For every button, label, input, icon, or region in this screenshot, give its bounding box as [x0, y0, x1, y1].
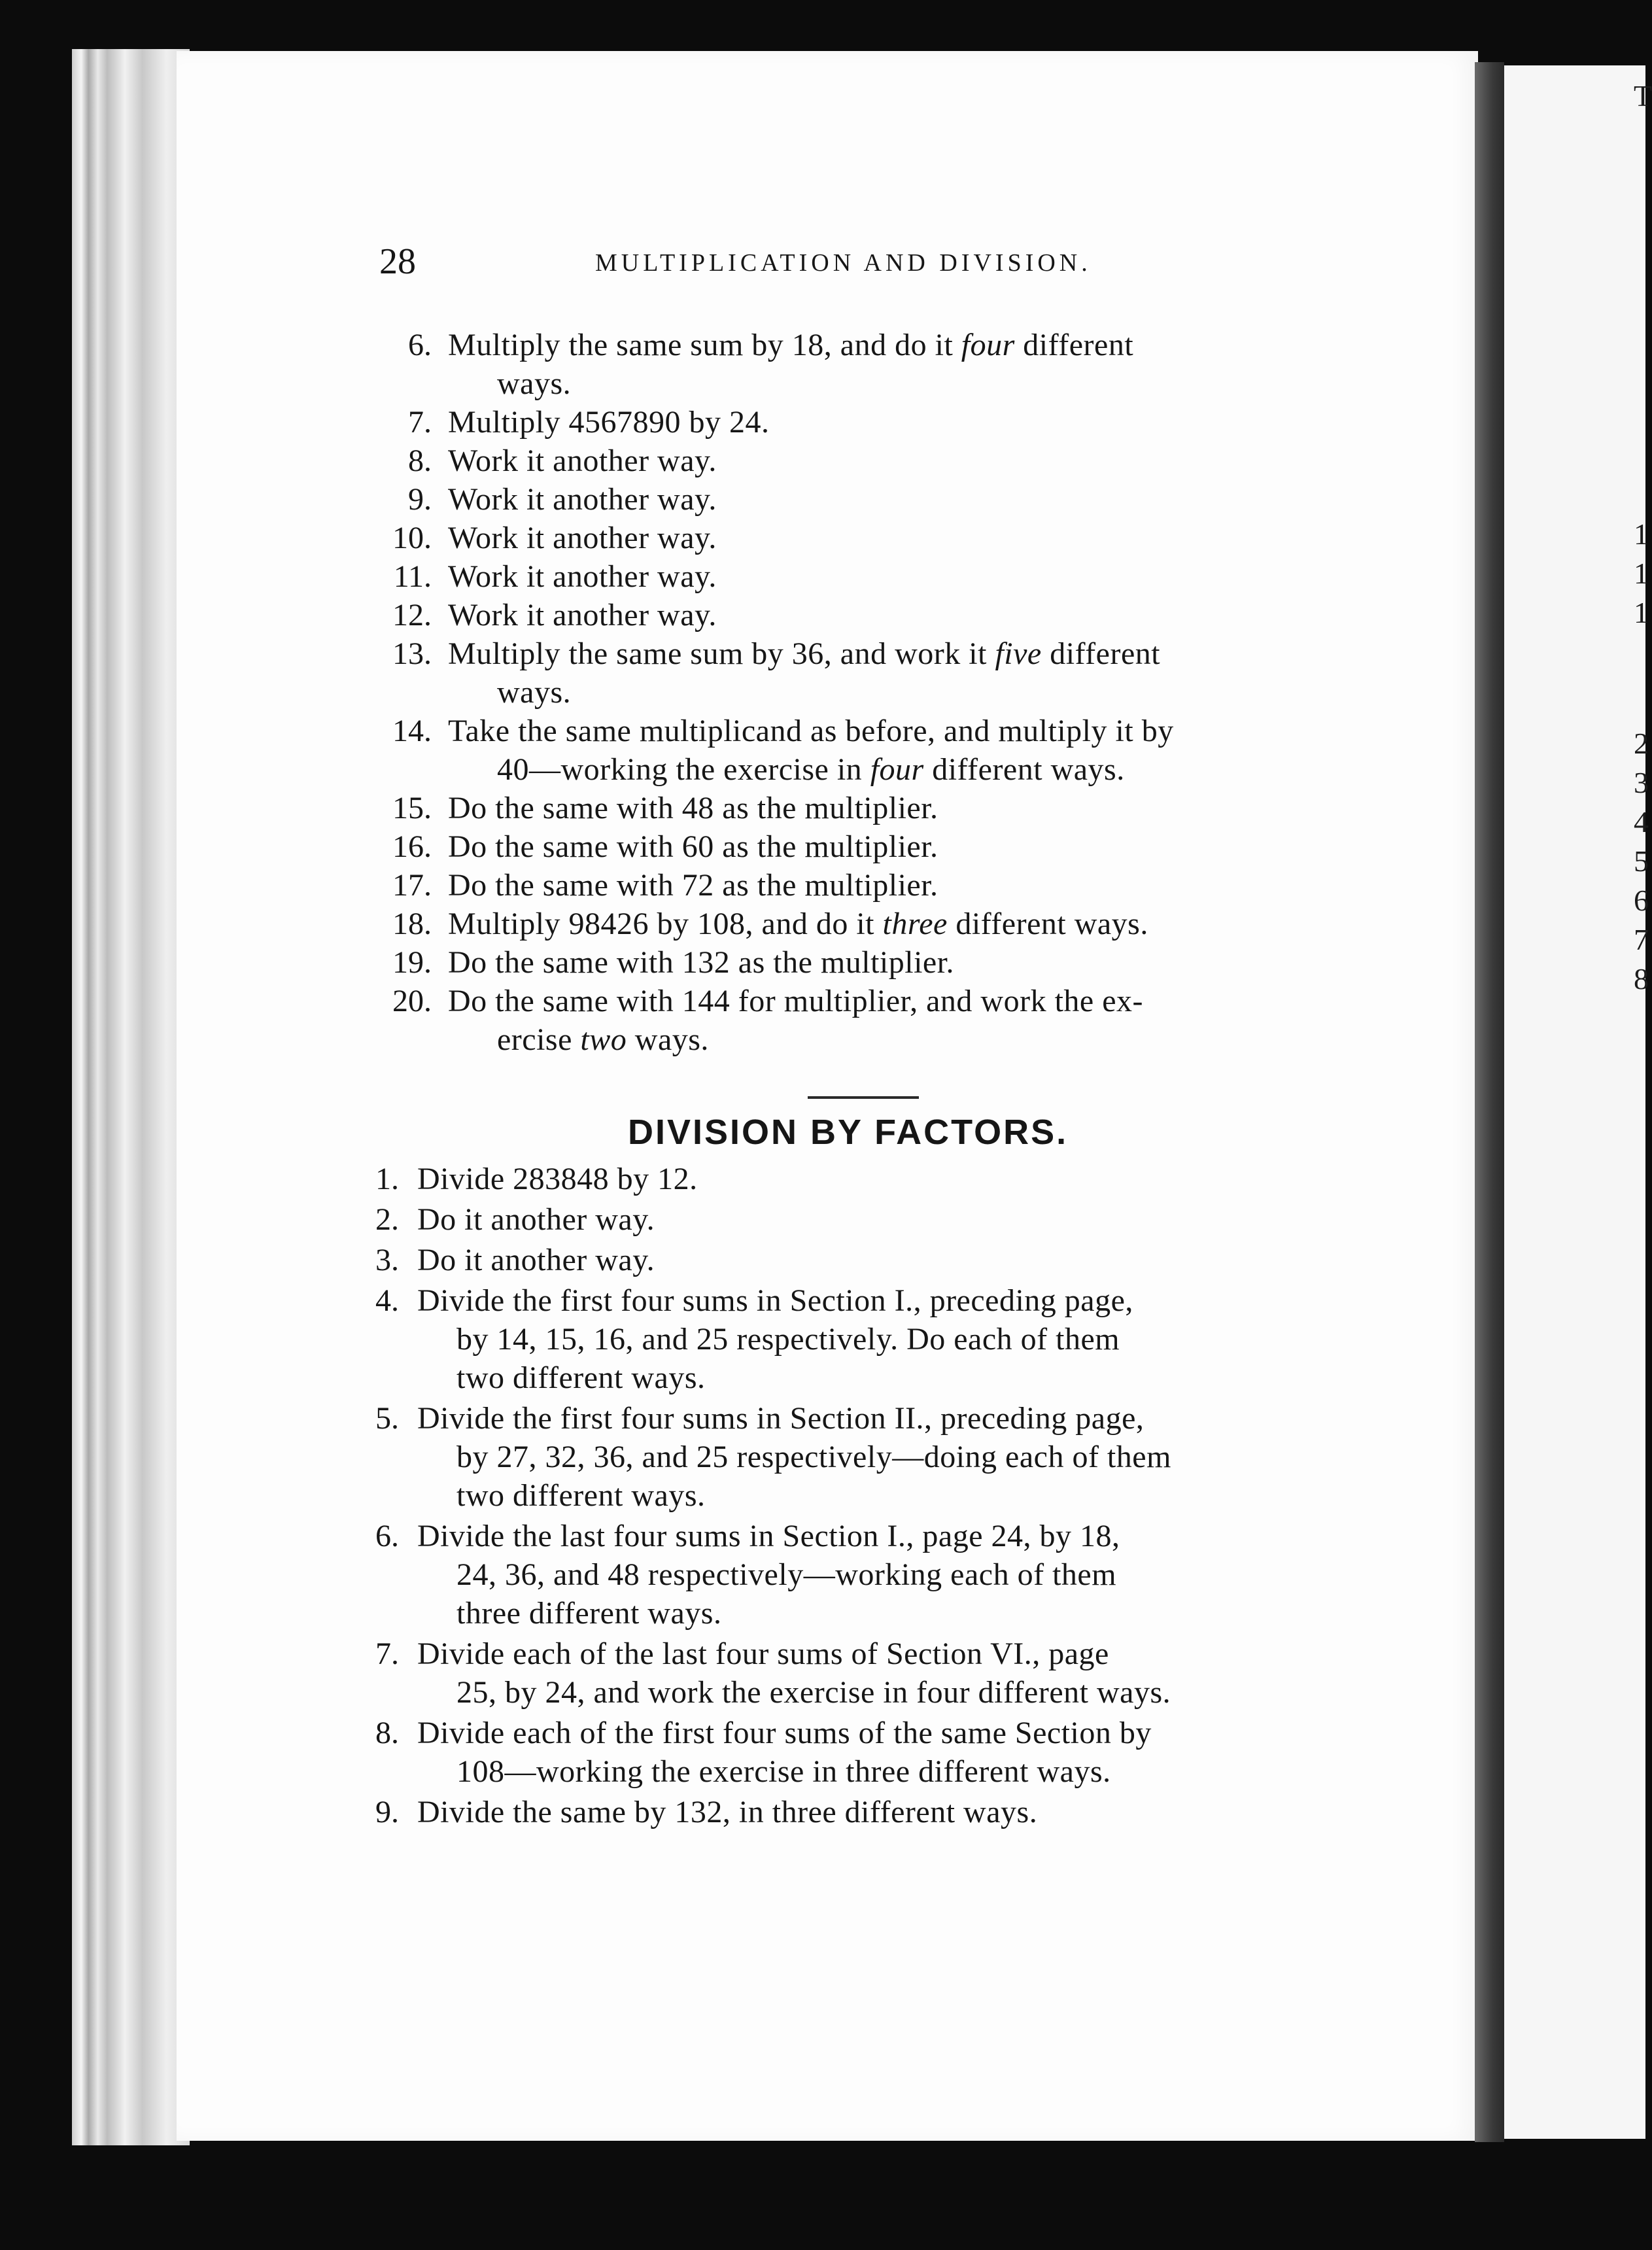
exercise-text-line: Work it another way.: [448, 559, 717, 594]
exercise-number: 2.: [375, 1202, 399, 1237]
exercise-number: 12.: [392, 598, 432, 632]
exercise-text-line: Divide the first four sums in Section I., preceding page,: [417, 1283, 1133, 1318]
facing-page-fragment: 7: [1634, 923, 1649, 956]
exercise-text-line: Do the same with 144 for multiplier, and work the ex-: [448, 984, 1143, 1018]
page-number: 28: [379, 241, 416, 282]
exercise-text-line: two different ways.: [456, 1478, 706, 1513]
exercise-text-line: 24, 36, and 48 respectively—working each of them: [456, 1557, 1117, 1592]
exercise-text-line: by 14, 15, 16, and 25 respectively. Do each of them: [456, 1322, 1120, 1357]
exercise-number: 6.: [408, 328, 432, 362]
exercise-number: 13.: [392, 636, 432, 671]
exercise-text-line: Do it another way.: [417, 1243, 655, 1277]
exercise-text-line: Work it another way.: [448, 598, 717, 632]
exercise-text-line: two different ways.: [456, 1360, 706, 1395]
exercise-number: 7.: [408, 405, 432, 440]
exercise-text-line: Do the same with 48 as the multiplier.: [448, 791, 938, 825]
page-gutter-shadow: [1475, 62, 1504, 2142]
exercise-text-line: Work it another way.: [448, 443, 717, 478]
exercise-number: 6.: [375, 1519, 399, 1553]
exercise-text-line: 108—working the exercise in three different ways.: [456, 1754, 1111, 1789]
exercise-text-line: Multiply 98426 by 108, and do it three different ways.: [448, 907, 1148, 941]
exercise-text-line: Do it another way.: [417, 1202, 655, 1237]
exercise-number: 3.: [375, 1243, 399, 1277]
exercise-text-line: three different ways.: [456, 1596, 722, 1631]
exercise-text-line: Divide 283848 by 12.: [417, 1162, 698, 1196]
exercise-text-line: Do the same with 132 as the multiplier.: [448, 945, 955, 980]
facing-page-fragment: 6: [1634, 884, 1649, 917]
facing-page-fragment: 5: [1634, 844, 1649, 878]
exercise-number: 5.: [375, 1401, 399, 1436]
facing-page-fragment: T: [1634, 79, 1652, 113]
facing-page-fragment: 1: [1634, 557, 1649, 590]
exercise-number: 9.: [408, 482, 432, 517]
exercise-text-line: ways.: [497, 675, 572, 710]
exercise-text-line: Divide each of the last four sums of Section VI., page: [417, 1636, 1109, 1671]
facing-page-fragment: 4: [1634, 805, 1649, 839]
facing-page: [1504, 65, 1652, 2139]
exercise-text-line: Work it another way.: [448, 482, 717, 517]
exercise-number: 20.: [392, 984, 432, 1018]
exercise-number: 8.: [375, 1716, 399, 1750]
exercise-text-line: Take the same multiplicand as before, and multiply it by: [448, 714, 1174, 748]
exercise-text-line: Do the same with 60 as the multiplier.: [448, 829, 938, 864]
facing-page-fragment: 2: [1634, 727, 1649, 760]
exercise-number: 16.: [392, 829, 432, 864]
facing-page-fragment: 8: [1634, 962, 1649, 995]
exercise-number: 8.: [408, 443, 432, 478]
exercise-text-line: Multiply the same sum by 36, and work it five different: [448, 636, 1161, 671]
running-title: MULTIPLICATION AND DIVISION.: [595, 249, 1092, 277]
exercise-number: 19.: [392, 945, 432, 980]
facing-page-fragment: 1: [1634, 596, 1649, 629]
exercise-number: 4.: [375, 1283, 399, 1318]
exercise-text-line: 25, by 24, and work the exercise in four different ways.: [456, 1675, 1171, 1710]
facing-page-fragment: 1: [1634, 517, 1649, 551]
exercise-text-line: Divide the same by 132, in three different ways.: [417, 1795, 1038, 1829]
exercise-text-line: ercise two ways.: [497, 1022, 709, 1057]
exercise-text-line: 40—working the exercise in four different ways.: [497, 752, 1125, 787]
exercise-text-line: ways.: [497, 366, 572, 401]
facing-page-fragment: 3: [1634, 766, 1649, 799]
exercise-number: 11.: [393, 559, 432, 594]
exercise-number: 9.: [375, 1795, 399, 1829]
exercise-text-line: Divide the last four sums in Section I., page 24, by 18,: [417, 1519, 1120, 1553]
exercise-number: 14.: [392, 714, 432, 748]
exercise-text-line: Multiply 4567890 by 24.: [448, 405, 770, 440]
exercise-text-line: Divide each of the first four sums of the same Section by: [417, 1716, 1152, 1750]
section-divider-rule: [808, 1096, 919, 1099]
exercise-text-line: by 27, 32, 36, and 25 respectively—doing each of them: [456, 1440, 1171, 1474]
page-edges: [72, 49, 190, 2145]
exercise-number: 15.: [392, 791, 432, 825]
section-heading: DIVISION BY FACTORS.: [628, 1113, 1069, 1152]
exercise-text-line: Work it another way.: [448, 521, 717, 555]
exercise-text-line: Multiply the same sum by 18, and do it four different: [448, 328, 1134, 362]
exercise-text-line: Do the same with 72 as the multiplier.: [448, 868, 938, 903]
exercise-number: 10.: [392, 521, 432, 555]
running-head: [0, 241, 1645, 286]
exercise-text-line: Divide the first four sums in Section II., preceding page,: [417, 1401, 1144, 1436]
exercise-number: 1.: [375, 1162, 399, 1196]
exercise-number: 17.: [392, 868, 432, 903]
exercise-number: 7.: [375, 1636, 399, 1671]
exercise-number: 18.: [392, 907, 432, 941]
